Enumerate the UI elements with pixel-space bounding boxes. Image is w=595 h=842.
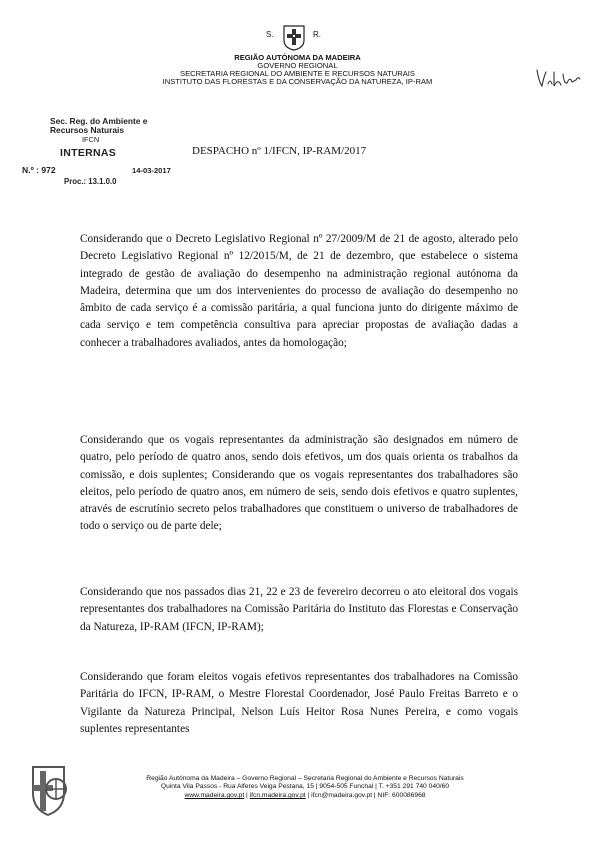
header-region: REGIÃO AUTÓNOMA DA MADEIRA bbox=[234, 53, 361, 62]
footer-link-ifcn[interactable]: ifcn.madeira.gov.pt bbox=[249, 792, 306, 799]
stamp-number: N.º : 972 bbox=[22, 165, 56, 175]
document-title: DESPACHO nº 1/IFCN, IP-RAM/2017 bbox=[192, 145, 367, 157]
stamp-internas: INTERNAS bbox=[60, 147, 117, 159]
footer-nif: NIF: 600086968 bbox=[377, 792, 426, 799]
header-government: GOVERNO REGIONAL bbox=[257, 61, 338, 70]
footer-separator: | bbox=[372, 792, 378, 799]
paragraph-3: Considerando que nos passados dias 21, 22 e 23 de fevereiro decorreu o ato eleitoral dos vogais representantes dos trabalhadores na Comissão Paritária do Instituto das Florestas e Conservação da Natureza, IP-RAM (IFCN, IP-RAM); bbox=[80, 586, 518, 633]
footer-institution: Região Autónoma da Madeira – Governo Regional – Secretaria Regional do Ambiente e Recursos Naturais bbox=[146, 775, 464, 782]
footer-separator: | bbox=[305, 792, 312, 799]
stamp-line-1: Sec. Reg. do Ambiente e bbox=[50, 116, 148, 126]
footer-separator: | bbox=[244, 792, 250, 799]
stamp-process: Proc.: 13.1.0.0 bbox=[64, 177, 117, 186]
footer-address: Quinta Vila Passos - Rua Alferes Veiga Pestana, 15 | 9054-505 Funchal | T. +351 291 740 040/60 bbox=[160, 783, 450, 790]
crest-left-letter: S. bbox=[266, 30, 274, 39]
coat-of-arms-icon bbox=[283, 25, 305, 51]
header-secretariat: SECRETARIA REGIONAL DO AMBIENTE E RECURSOS NATURAIS bbox=[180, 69, 415, 78]
paragraph-1: Considerando que o Decreto Legislativo Regional nº 27/2009/M de 21 de agosto, alterado pelo Decreto Legislativo Regional nº 12/2015/M, de 21 de dezembro, que estabelece o sistema integrado de gestão de avaliação do desempenho na administração regional autónoma da Madeira, determina que um dos intervenientes do processo de avaliação do desempenho no âmbito de cada serviço é a comissão paritária, a qual funciona junto do dirigente máximo de cada serviço e tem competência consultiva para apreciar propostas de avaliação dadas a conhecer a trabalhadores avaliados, antes da homologação; bbox=[80, 233, 518, 349]
stamp-date: 14-03-2017 bbox=[132, 166, 171, 175]
paragraph-2: Considerando que os vogais representantes da administração são designados em número de quatro, pelo período de quatro anos, sendo dois efetivos, um dos quais orienta os trabalhos da comissão, e dois suplentes; Considerando que os vogais representantes dos trabalhadores são eleitos, pelo período de quatro anos, em número de seis, sendo dois efetivos e quatro suplentes, através de escrutínio secreto pelos trabalhadores que constituem o universo de trabalhadores de todo o serviço ou de parte dele; bbox=[80, 434, 518, 533]
paragraph-4: Considerando que foram eleitos vogais efetivos representantes dos trabalhadores na Comissão Paritária do IFCN, IP-RAM, o Mestre Florestal Coordenador, José Paulo Freitas Barreto e o Vigilante da Natureza Principal, Nelson Luís Heitor Rosa Nunes Pereira, e como vogais suplentes representantes bbox=[80, 671, 518, 735]
footer-link-madeira[interactable]: www.madeira.gov.pt bbox=[184, 792, 245, 799]
header-institute: INSTITUTO DAS FLORESTAS E DA CONSERVAÇÃO DA NATUREZA, IP-RAM bbox=[162, 77, 433, 86]
footer-email-link[interactable]: ifcn@madeira.gov.pt bbox=[311, 792, 373, 799]
footer-contacts bbox=[90, 792, 520, 800]
handwritten-signature bbox=[534, 64, 582, 90]
crest-right-letter: R. bbox=[313, 30, 321, 39]
madeira-logo-icon bbox=[30, 763, 70, 819]
stamp-line-2: Recursos Naturais bbox=[50, 125, 125, 135]
stamp-line-3: IFCN bbox=[82, 135, 100, 144]
